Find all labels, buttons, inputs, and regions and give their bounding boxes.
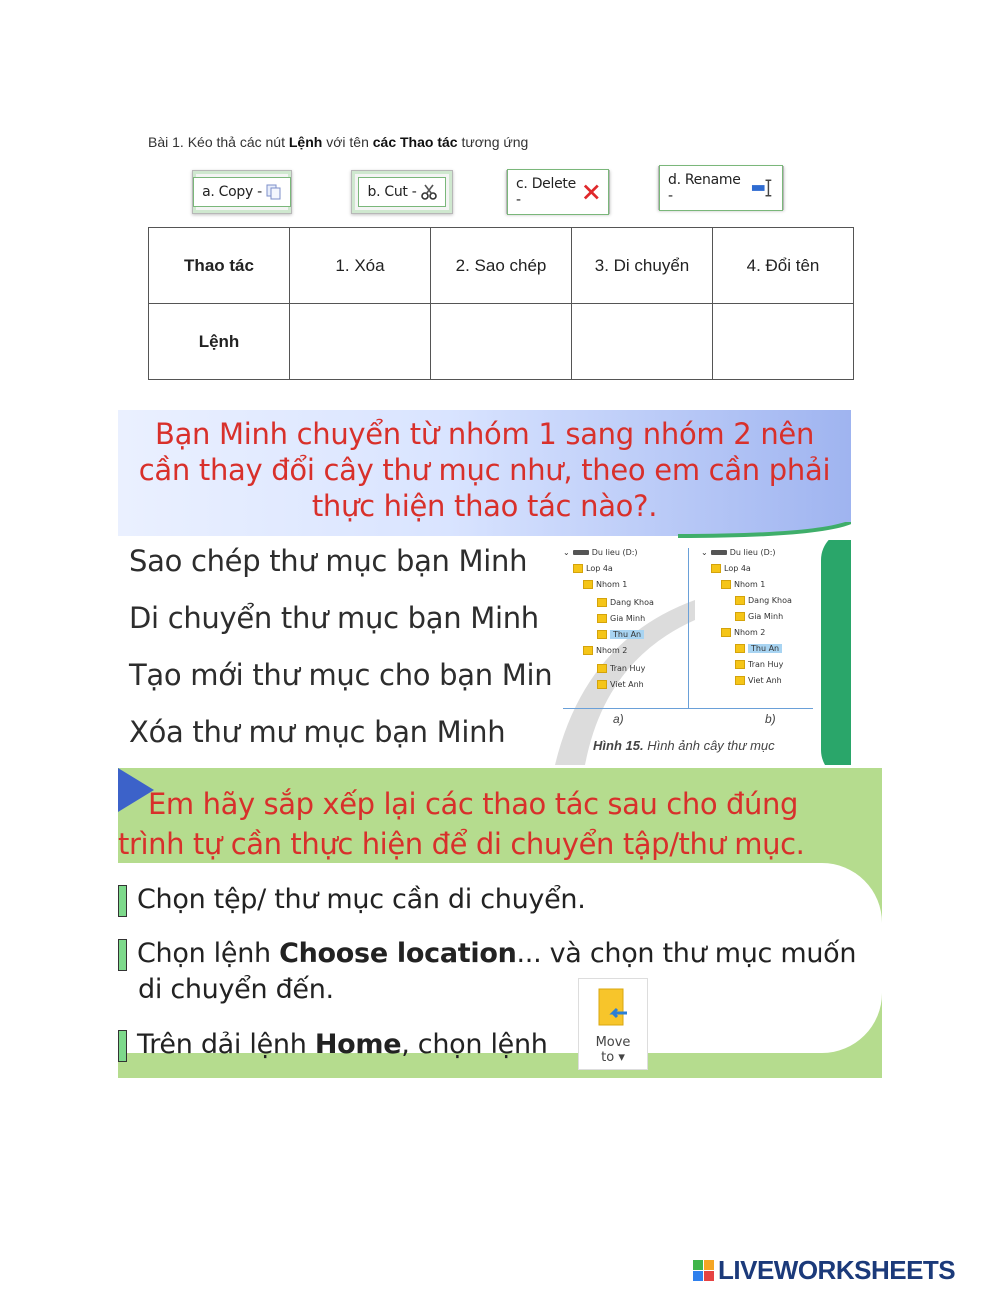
table-cell-operation: 3. Di chuyển [572, 228, 713, 304]
table-header-lenh: Lệnh [149, 304, 290, 380]
folder-icon [735, 676, 745, 685]
figure-label-a: a) [613, 712, 624, 726]
folder-icon [597, 664, 607, 673]
rename-command-button[interactable] [658, 166, 784, 210]
folder-icon [583, 580, 593, 589]
folder-tree-b: ⌄ Du lieu (D:) Lop 4a Nhom 1 Dang Khoa Gia Minh Nhom 2 Thu An Tran Huy Viet Anh [701, 548, 792, 685]
copy-command-button[interactable] [192, 170, 292, 214]
drive-icon [573, 550, 589, 555]
logo-mark-icon [693, 1260, 714, 1281]
move-to-folder-icon [593, 987, 633, 1031]
copy-command-label: a. Copy - [202, 184, 262, 200]
figure-label-b: b) [765, 712, 776, 726]
slide2-question: Bạn Minh chuyển từ nhóm 1 sang nhóm 2 nên cần thay đổi cây thư mục như, theo em cần phải thực hiện thao tác nào?. [138, 417, 831, 523]
folder-icon [721, 628, 731, 637]
drop-zone-cell[interactable] [572, 304, 713, 380]
answer-option[interactable]: Di chuyển thư mục bạn Minh [129, 601, 539, 635]
delete-command-button[interactable] [506, 170, 610, 214]
drag-handle[interactable] [118, 939, 127, 971]
folder-icon [583, 646, 593, 655]
folder-icon [597, 614, 607, 623]
order-step[interactable]: Chọn lệnh Choose location... và chọn thư mục muốn di chuyển đến. [118, 936, 856, 1008]
folder-icon [573, 564, 583, 573]
folder-icon [597, 680, 607, 689]
folder-tree-a: ⌄ Du lieu (D:) Lop 4a Nhom 1 Dang Khoa Gia Minh Thu An Nhom 2 Tran Huy Viet Anh [563, 548, 654, 689]
cut-command-label: b. Cut - [367, 184, 417, 200]
red-x-icon [583, 183, 600, 201]
logo-text: LIVEWORKSHEETS [718, 1255, 956, 1285]
cut-command-button[interactable] [351, 170, 453, 214]
slide3-question: Em hãy sắp xếp lại các thao tác sau cho đúng trình tự cần thực hiện để di chuyển tập/thư mục. [118, 787, 805, 861]
exercise1-instruction: Bài 1. Kéo thả các nút Lệnh với tên các Thao tác tương ứng [148, 134, 529, 150]
question-slide-folder-tree [118, 410, 851, 765]
folder-icon [735, 660, 745, 669]
drag-handle[interactable] [118, 1030, 127, 1062]
table-row [149, 228, 854, 304]
figure-caption: Hình 15. Hình ảnh cây thư mục [593, 738, 775, 753]
folder-icon [597, 598, 607, 607]
drop-zone-cell[interactable] [713, 304, 854, 380]
drive-icon [711, 550, 727, 555]
question-slide-ordering [118, 768, 882, 1078]
order-step[interactable]: Trên dải lệnh Home, chọn lệnh [118, 1027, 548, 1063]
rename-icon [751, 179, 774, 197]
order-step[interactable]: Chọn tệp/ thư mục cần di chuyển. [118, 882, 586, 918]
table-cell-operation: 1. Xóa [290, 228, 431, 304]
table-cell-operation: 2. Sao chép [431, 228, 572, 304]
liveworksheets-logo [693, 1255, 955, 1286]
folder-icon [711, 564, 721, 573]
answer-option[interactable]: Tạo mới thư mục cho bạn Min [129, 658, 553, 692]
move-to-ribbon-button: Move to ▾ [578, 978, 648, 1070]
rename-command-label: d. Rename - [668, 172, 741, 204]
answer-option[interactable]: Sao chép thư mục bạn Minh [129, 544, 528, 578]
folder-tree-figure [555, 540, 851, 765]
operations-table [148, 227, 854, 380]
table-row [149, 304, 854, 380]
table-header-thao-tac: Thao tác [149, 228, 290, 304]
folder-icon [735, 596, 745, 605]
folder-icon [721, 580, 731, 589]
figure-bottom-border [563, 708, 813, 709]
folder-icon [735, 644, 745, 653]
drop-zone-cell[interactable] [431, 304, 572, 380]
scissors-icon [421, 184, 437, 200]
delete-command-label: c. Delete - [516, 176, 576, 208]
drag-handle[interactable] [118, 885, 127, 917]
drop-zone-cell[interactable] [290, 304, 431, 380]
folder-icon [735, 612, 745, 621]
folder-icon [597, 630, 607, 639]
copy-icon [266, 184, 282, 200]
figure-divider [688, 548, 689, 708]
answer-option[interactable]: Xóa thư mư mục bạn Minh [129, 715, 506, 749]
table-cell-operation: 4. Đổi tên [713, 228, 854, 304]
